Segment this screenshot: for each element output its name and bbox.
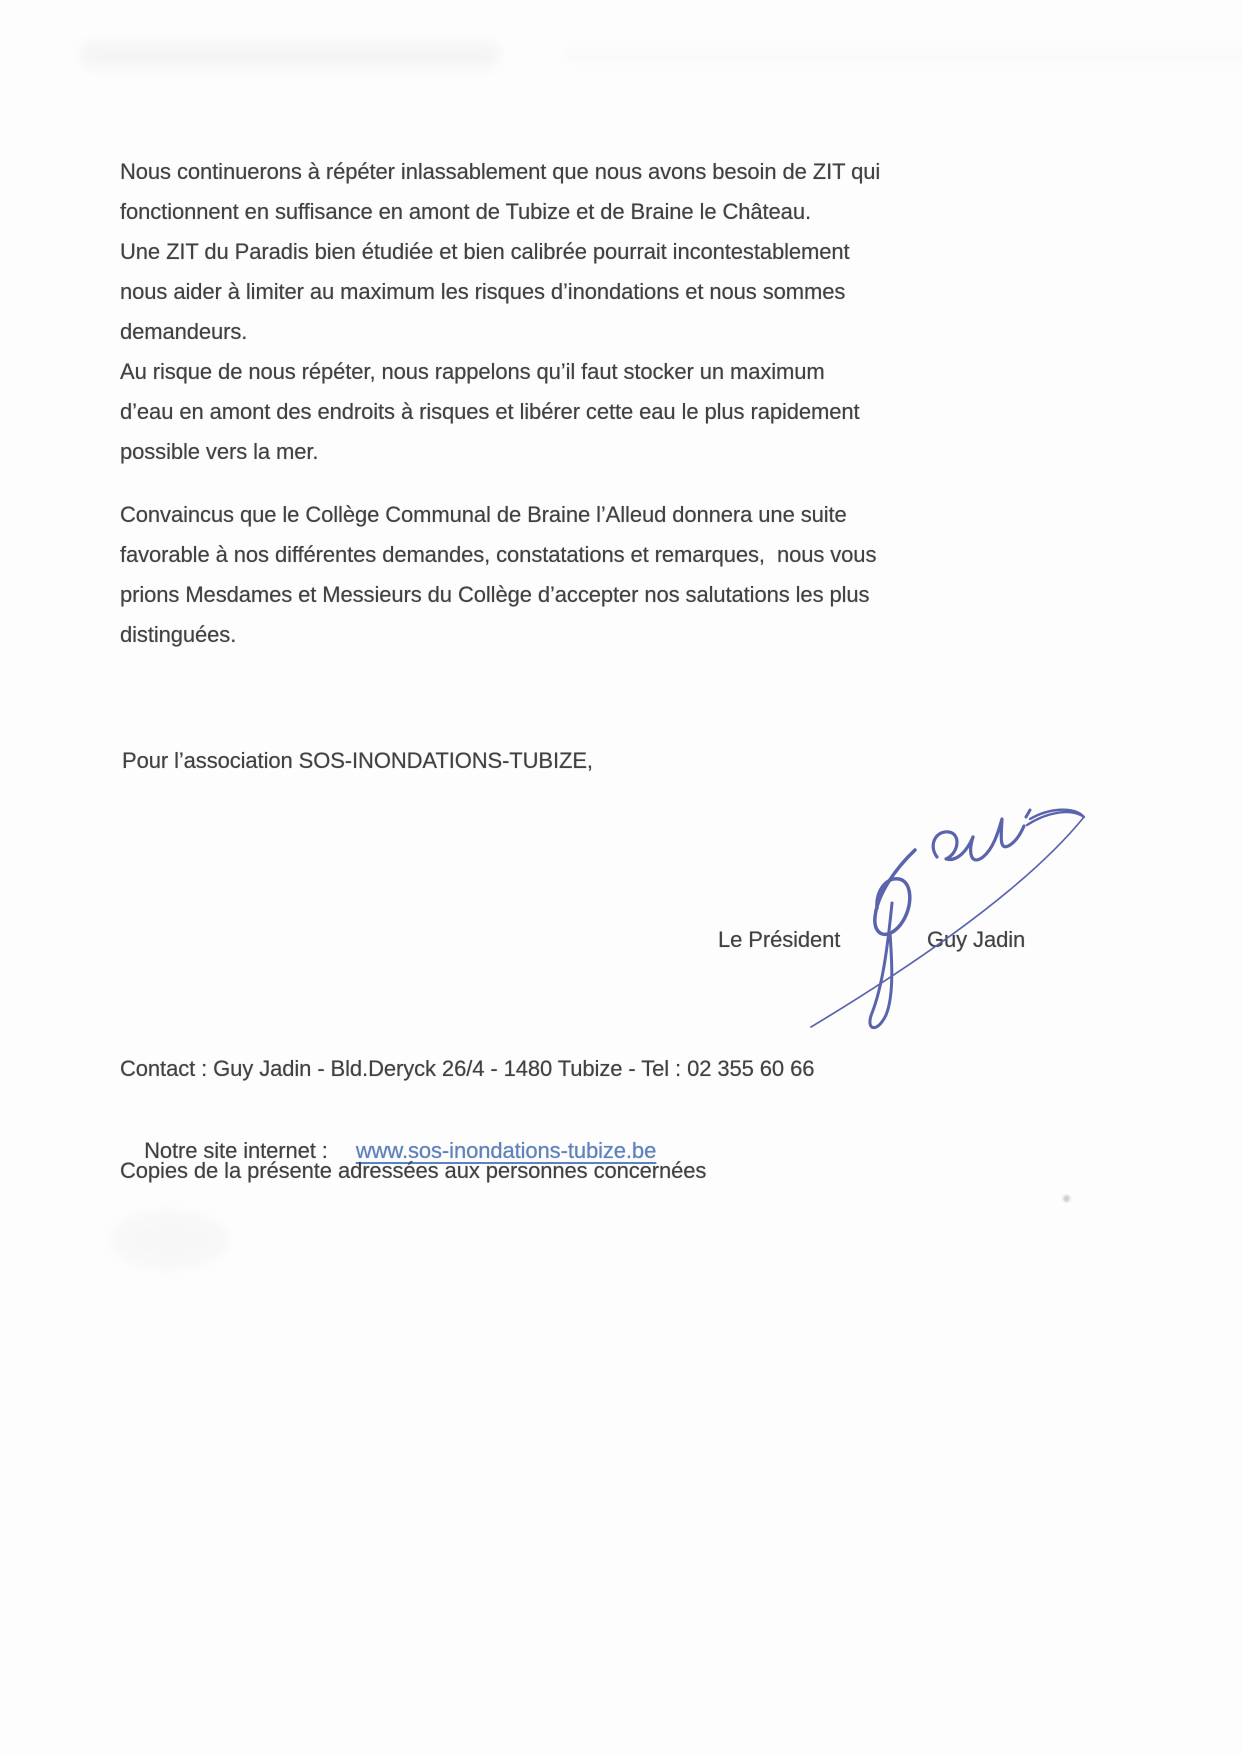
letter-line: Une ZIT du Paradis bien étudiée et bien calibrée pourrait incontestablement <box>120 239 850 264</box>
website-link[interactable]: www.sos-inondations-tubize.be <box>355 1138 657 1163</box>
letter-line: possible vers la mer. <box>120 439 319 464</box>
letter-line: prions Mesdames et Messieurs du Collège d’accepter nos salutations les plus <box>120 582 870 607</box>
scan-smudge <box>560 48 1242 62</box>
scan-speck <box>1063 1195 1070 1202</box>
paragraph-zit <box>120 152 1070 472</box>
scan-smudge <box>110 1210 230 1270</box>
copies-line: Copies de la présente adressées aux personnes concernées <box>120 1158 707 1183</box>
paragraph-closing <box>120 495 1070 655</box>
website-label: Notre site internet : <box>144 1138 328 1163</box>
president-name: Guy Jadin <box>927 927 1026 952</box>
signature-image <box>765 795 1095 1035</box>
scan-smudge <box>80 42 500 68</box>
letter-line: Nous continuerons à répéter inlassablement que nous avons besoin de ZIT qui <box>120 159 881 184</box>
association-line: Pour l’association SOS-INONDATIONS-TUBIZE, <box>122 748 593 773</box>
president-label: Le Président <box>718 927 841 952</box>
letter-line: favorable à nos différentes demandes, constatations et remarques, nous vous <box>120 542 877 567</box>
letter-line: nous aider à limiter au maximum les risques d’inondations et nous sommes <box>120 279 846 304</box>
letter-line: fonctionnent en suffisance en amont de Tubize et de Braine le Château. <box>120 199 811 224</box>
letter-line: distinguées. <box>120 622 237 647</box>
letter-line: Au risque de nous répéter, nous rappelons qu’il faut stocker un maximum <box>120 359 825 384</box>
letter-line: Convaincus que le Collège Communal de Braine l’Alleud donnera une suite <box>120 502 847 527</box>
letter-line: demandeurs. <box>120 319 248 344</box>
letter-line: d’eau en amont des endroits à risques et libérer cette eau le plus rapidement <box>120 399 860 424</box>
contact-line: Contact : Guy Jadin - Bld.Deryck 26/4 - 1480 Tubize - Tel : 02 355 60 66 <box>120 1056 815 1081</box>
